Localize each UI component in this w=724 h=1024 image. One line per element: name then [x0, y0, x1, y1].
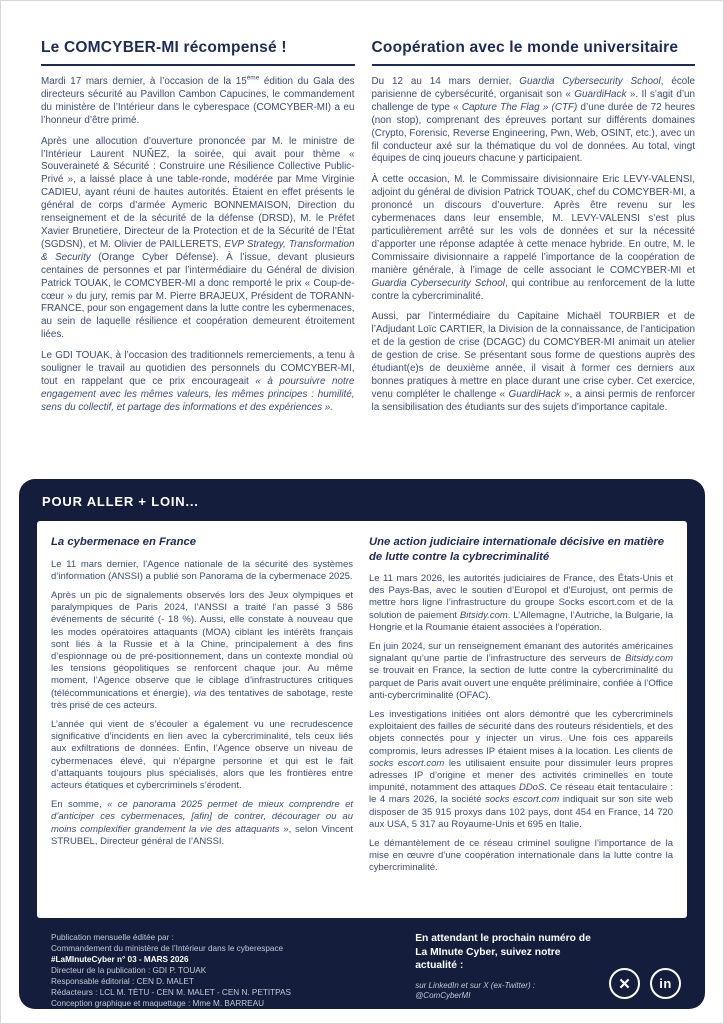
- article-university-cooperation: [372, 39, 695, 479]
- article-body: [372, 76, 695, 415]
- paragraph: Le démantèlement de ce réseau criminel souligne l’importance de la mise en œuvre d’une coopération internationale dans la lutte contre la cybercriminalité.: [369, 838, 673, 874]
- article-title: Coopération avec le monde universitaire: [372, 39, 695, 66]
- footer-credit-line: Conception graphique et maquettage : Mme M. BARREAU: [51, 999, 264, 1008]
- paragraph: Aussi, par l’intermédiaire du Capitaine Michaël TOURBIER et de l’Adjudant Loïc CARTIER, la Division de la connaissance, de l’anticipation et de la gestion de crise (DCAGC) du COMCYBER-MI animait un atelier de gestion de crise. Se présentant sous forme de questions auprès des étudiant(e)s de deuxième année, il visait à former ces derniers aux bonnes pratiques à mettre en place durant une crise cyber. Cet exercice, venu compléter le challenge « GuardiHack », a ainsi permis de renforcer la sensibilisation des étudiants sur des sujets d’importance capitale.: [371, 311, 695, 413]
- paragraph: Le GDI TOUAK, à l’occasion des traditionnels remerciements, a tenu à souligner le travail au quotidien des personnels du COMCYBER-MI, tout en rappelant que ce prix encourageait « à poursuivre notre engagement avec les mêmes valeurs, les mêmes principes : humilité, sens du collectif, et partage des informations et des expériences ».: [41, 350, 355, 413]
- paragraph: Les investigations initiées ont alors démontré que les cybercriminels exploitaient des failles de sécurité dans des routeurs résidentiels, et des objets connectés pour y injecter un virus. Une fois ces appareils compromis, leurs adresses IP étaient mises à la location. Les clients de socks escort.com les utilisaient ensuite pour dissimuler leurs propres adresses IP d’origine et mener des activités criminelles en toute impunité, notamment des attaques DDoS. Ce réseau était tentaculaire : le 4 mars 2026, la société socks escort.com indiquait sur son site web disposer de 35 915 proxys dans 102 pays, dont 454 en France, 14 720 aux USA, 5 317 au Royaume-Unis et 695 en Italie.: [369, 709, 673, 830]
- paragraph: Du 12 au 14 mars dernier, Guardia Cybersecurity School, école parisienne de cybersécurité, organisait son « GuardiHack ». Il s’agit d’un challenge de type « Capture The Flag » (CTF) d’une durée de 72 heures (non stop), comprenant des épreuves portant sur différents domaines (Crypto, Forensic, Reverse Engineering, Pwn, Web, OSINT, etc.), avec un fil conducteur axé sur la thématique du vol de données. Au total, vingt équipes de cinq joueurs chacune y participaient.: [371, 76, 695, 165]
- article-title: La cybermenace en France: [51, 536, 197, 548]
- article-comcyber-award: [41, 39, 355, 479]
- article-cybermenace-france: [51, 535, 353, 908]
- follow-networks: sur LinkedIn et sur X (ex-Twitter) :: [415, 980, 536, 990]
- follow-heading: En attendant le prochain numéro de La MInute Cyber, suivez notre actualité :: [415, 933, 591, 971]
- paragraph: À cette occasion, M. le Commissaire divisionnaire Eric LEVY-VALENSI, adjoint du général de division Patrick TOUAK, chef du COMCYBER-MI, a prononcé un discours d’ouverture. Après être revenu sur les cybermenaces dans leur ensemble, M. LEVY-VALENSI s’est plus particulièrement arrêté sur les vols de données et sur la nécessité d’apporter une réponse adaptée à cette menace hybride. En outre, M. le Commissaire divisionnaire a rappelé l’importance de la coopération de manière générale, à l’image de celle associant le COMCYBER-MI et Guardia Cybersecurity School, qui contribue au renforcement de la lutte contre la cybercriminalité.: [371, 174, 696, 302]
- paragraph: En somme, « ce panorama 2025 permet de mieux comprendre et d’anticiper ces cybermenaces, [afin] de contrer, décourager ou au moins complexifier grandement la vie des attaquants », selon Vincent STRUBEL, Directeur général de l’ANSSI.: [51, 799, 353, 847]
- footer-credit-line: Publication mensuelle éditée par :: [51, 933, 174, 942]
- article-body: [41, 76, 355, 415]
- further-reading-panel: [19, 479, 705, 1009]
- footer-credit-line: Rédacteurs : LCL M. TÉTU - CEN M. MALET - CEN N. PETITPAS: [51, 988, 291, 997]
- paragraph: Mardi 17 mars dernier, à l’occasion de la 15ème édition du Gala des directeurs sécurité au Pavillon Cambon Capucines, le commandement du ministère de l’Intérieur dans le cyberespace (COMCYBER-MI) a eu l’honneur d’être primé.: [41, 74, 355, 126]
- footer-credit-line: Commandement du ministère de l’Intérieur dans le cyberespace: [51, 944, 284, 953]
- paragraph: L’année qui vient de s’écouler a également vu une recrudescence significative d’incidents en lien avec la cybercriminalité, tels ceux liés aux exfiltrations de données. Enfin, l’Agence observe un niveau de cybermenaces élevé, qui n’épargne personne et qui est le fait d’attaquants toujours plus spécialisés, alors que les frontières entre acteurs étatiques et cybercriminels s’érodent.: [51, 718, 353, 791]
- article-body: [369, 573, 673, 875]
- article-title: Une action judiciaire internationale décisive en matière de lutte contre la cybrecriminalité: [369, 536, 665, 563]
- x-twitter-icon[interactable]: ✕: [609, 968, 640, 999]
- top-section: [1, 1, 723, 479]
- paragraph: Après un pic de signalements observés lors des Jeux olympiques et paralympiques de Paris 2024, l’ANSSI a traité l’an passé 3 586 événements de sécurité (- 18 %). Aussi, elle constate à nouveau que les modes opératoires attaquants (MOA) ciblant les intérêts français sont liés à la Russie et à la Chine, principalement à des fins d’espionnage ou de pré-positionnement, dans un contexte mondial où les tensions géopolitiques se renforcent chaque jour. Au même moment, l’Agence observe que le ciblage d’infrastructures critiques (télécommunications et énergie), via des tentatives de sabotage, reste très prisé de ces acteurs.: [51, 589, 353, 711]
- social-handle: @ComCyberMI: [415, 991, 471, 1000]
- paragraph: Après une allocution d’ouverture prononcée par M. le ministre de l’Intérieur Laurent NUÑEZ, la soirée, qui avait pour thème « Souveraineté & Sécurité : Construire une Résilience Collective Public-Privé », a laissé place à une table-ronde, modérée par Mme Virginie CADIEU, ayant réuni de hautes autorités. Étaient en effet présents le général de corps d’armée Aymeric BONNEMAISON, Direction du renseignement et de la sécurité de la défense (DRSD), M. le Préfet Xavier Brunetiere, Directeur de la Protection et de la Sécurité de l’État (SGDSN), et M. Olivier de PAILLERETS, EVP Strategy, Transformation & Security (Orange Cyber Défense). À l’issue, devant plusieurs centaines de personnes et par l’intermédiaire du Général de division Patrick TOUAK, le COMCYBER-MI a donc remporté le prix « Coup-de-cœur » du jury, remis par M. Pierre BRAJEUX, Président de TORANN-FRANCE, pour son engagement dans la lutte contre les cybermenaces, au sein de laquelle résilience et coopération demeurent étroitement liées.: [41, 135, 355, 341]
- panel-header: POUR ALLER + LOIN...: [42, 494, 199, 509]
- article-action-judiciaire: [369, 535, 673, 908]
- footer-credit-line: #LaMInuteCyber n° 03 - MARS 2026: [51, 955, 189, 964]
- footer-credit-line: Responsable éditorial : CEN D. MALET: [51, 977, 194, 986]
- article-title: Le COMCYBER-MI récompensé !: [41, 39, 355, 66]
- further-reading-articles: [37, 521, 687, 918]
- page-footer: [19, 918, 705, 1009]
- article-body: [51, 559, 353, 848]
- linkedin-icon[interactable]: in: [650, 968, 681, 999]
- footer-credit-line: Directeur de la publication : GDI P. TOUAK: [51, 966, 207, 975]
- follow-block: [415, 932, 601, 1009]
- paragraph: En juin 2024, sur un renseignement émanant des autorités américaines signalant qu’une partie de l’infrastructure des serveurs de Bitsidy.com se trouvait en France, la section de lutte contre la cybercriminalité du parquet de Paris avait ouvert une enquête préliminaire, confiée à l’Office anti-cybercriminalité (OFAC).: [369, 641, 674, 701]
- publication-credits: [51, 932, 415, 1009]
- social-icons: [609, 932, 681, 1009]
- paragraph: Le 11 mars dernier, l’Agence nationale de la sécurité des systèmes d’information (ANSSI) a publié son Panorama de la cybermenace 2025.: [51, 558, 353, 582]
- paragraph: Le 11 mars 2026, les autorités judiciaires de France, des États-Unis et des Pays-Bas, avec le soutien d’Europol et d’Eurojust, ont permis de mettre hors ligne l’infrastructure du groupe Socks escort.com et de la solution de paiement Bitsidy.com. L’Allemagne, l’Autriche, la Bulgarie, la Hongrie et la Roumanie étaient associées à l’opération.: [369, 573, 673, 633]
